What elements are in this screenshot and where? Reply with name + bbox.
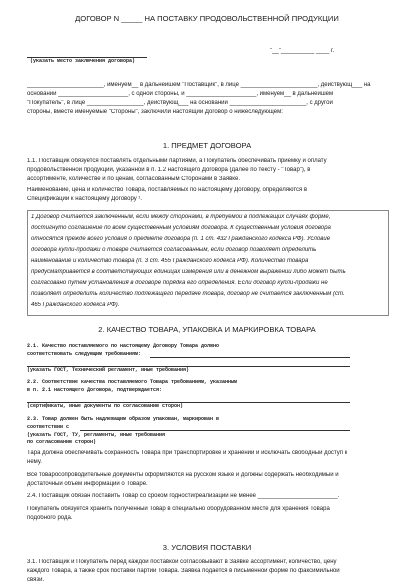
clause-2-3-caption-2: по согласованию сторон) [27,439,97,445]
clause-2-1-caption: (указать ГОСТ, Технический регламент, иные требования) [27,367,190,373]
packaging-line-2: нему. [27,459,42,465]
clause-3-1-line-3: связи. [27,577,45,583]
documents-line-1: Все товаросопроводительные документы оформляются на русском языке и должны содержать необходимый и [27,472,339,478]
clause-2-2-caption: (сертификаты, иные документы по согласованию сторон) [27,403,184,409]
preamble-line-3: "Покупатель", в лице _________________, действующ___ на основании _______________________, с другой [27,100,333,106]
footnote-line: относятся прежде всего условия о предмете договора (п. 1 ст. 432 Гражданского кодекса РФ). Условие [31,236,331,242]
preamble-line-4: стороны, вместе именуемые "Стороны", заключили настоящий Договор о нижеследующем: [27,109,283,115]
footnote-line: 1 Договор считается заключенным, если между сторонами, в требуемой в подлежащих случаях форме, [31,214,331,220]
documents-line-2: достаточный объем информации о Товаре. [27,481,148,487]
clause-1-1-line-1: 1.1. Поставщик обязуется поставлять отдельными партиями, а Покупатель обеспечивать приемку и оплату [27,158,327,164]
footnote-line: позволяет определить количество подлежащего передаче товара, договор не считается заключенным (ст. [31,291,345,297]
clause-1-2-line-1: Наименование, цена и количество Товара, поставляемых по настоящему Договору, определяются в [27,187,308,193]
section-3-heading: 3. УСЛОВИЯ ПОСТАВКИ [162,543,252,552]
footnote-line: предусматривается в соответствующих единицах измерения или в денежном выражении либо может быть [31,269,346,275]
clause-1-1-line-2: продовольственной продукции, указанной в п. 1.2 настоящего Договора (далее по тексту - "Товар"), в [27,167,311,173]
footnote-line: согласовано путем установления в договоре порядка его определения. Если договор купли-продажи не [31,280,328,286]
clause-2-1-fill-line [150,357,350,358]
clause-2-1-line-1: 2.1. Качество поставляемого по настоящему Договору Товара должно [27,343,220,349]
clause-3-1-line-2: каждого Товара, а также срок поставки партии Товара. Заявка подается в письменной форме по факсимильной [27,568,340,574]
clause-2-3-line-1: 2.3. Товар должен быть надлежащим образом упакован, маркирован в [27,416,220,422]
clause-2-3-line-2: соответствии с [27,424,70,430]
place-caption: (указать место заключения договора) [30,58,136,64]
clause-1-2-line-2: Спецификации к настоящему Договору ¹. [27,196,143,202]
preamble-line-2: основании _____________________, с одной стороны, и _____________________, именуем__ в дальнейшем [27,91,334,97]
storage-line-1: Покупатель обязуется хранить полученный Товар в специально оборудованном месте для хранения Товара [27,506,330,512]
storage-line-2: подобного рода. [27,515,73,521]
contract-date: "__"__________ ____ г. [270,48,335,54]
clause-2-3-fill-line [80,430,350,431]
clause-2-2-line-2: в п. 2.1 настоящего Договора, подтверждается: [27,387,163,393]
clause-3-1-line-1: 3.1. Поставщик и Покупатель перед каждой поставкой согласовывают в Заявке ассортимент, количество, цену [27,559,337,565]
clause-2-4: 2.4. Поставщик обязан поставить Товар со сроком годности/реализации не менее ________________________. [27,493,340,499]
preamble-line-1: _______________________, именуем__ в дальнейшем "Поставщик", в лице _______________________, действующ___ на [27,82,371,88]
clause-2-1-line-2: соответствовать следующим требованиям: [27,351,142,357]
clause-2-2-line-1: 2.2. Соответствие качества поставляемого Товара требованиям, указанным [27,379,238,385]
clause-2-3-caption-1: (указать ГОСТ, ТУ, регламенты, иные требования [27,432,166,438]
footnote-line: 465 Гражданского кодекса РФ). [31,302,120,308]
footnote-line: договора купли-продажи о товаре считается согласованным, если договор позволяет определить [31,247,317,253]
footnote-line: достигнуто соглашение по всем существенным условиям договора. К существенным условия договора [31,225,331,231]
section-2-heading: 2. КАЧЕСТВО ТОВАРА, УПАКОВКА И МАРКИРОВКА ТОВАРА [98,325,316,334]
clause-1-1-line-3: ассортименте, количестве и по ценам, согласованным Сторонами в Заявке. [27,176,241,182]
packaging-line-1: Тара должна обеспечивать сохранность Товара при транспортировке и хранении и исключать свободный доступ к [27,450,348,456]
document-title: ДОГОВОР N _____ НА ПОСТАВКУ ПРОДОВОЛЬСТВЕННОЙ ПРОДУКЦИИ [75,14,339,23]
footnote-line: наименование и количество товара (п. 3 ст. 455 Гражданского кодекса РФ). Количество товара [31,258,309,264]
section-1-heading: 1. ПРЕДМЕТ ДОГОВОРА [162,141,252,150]
